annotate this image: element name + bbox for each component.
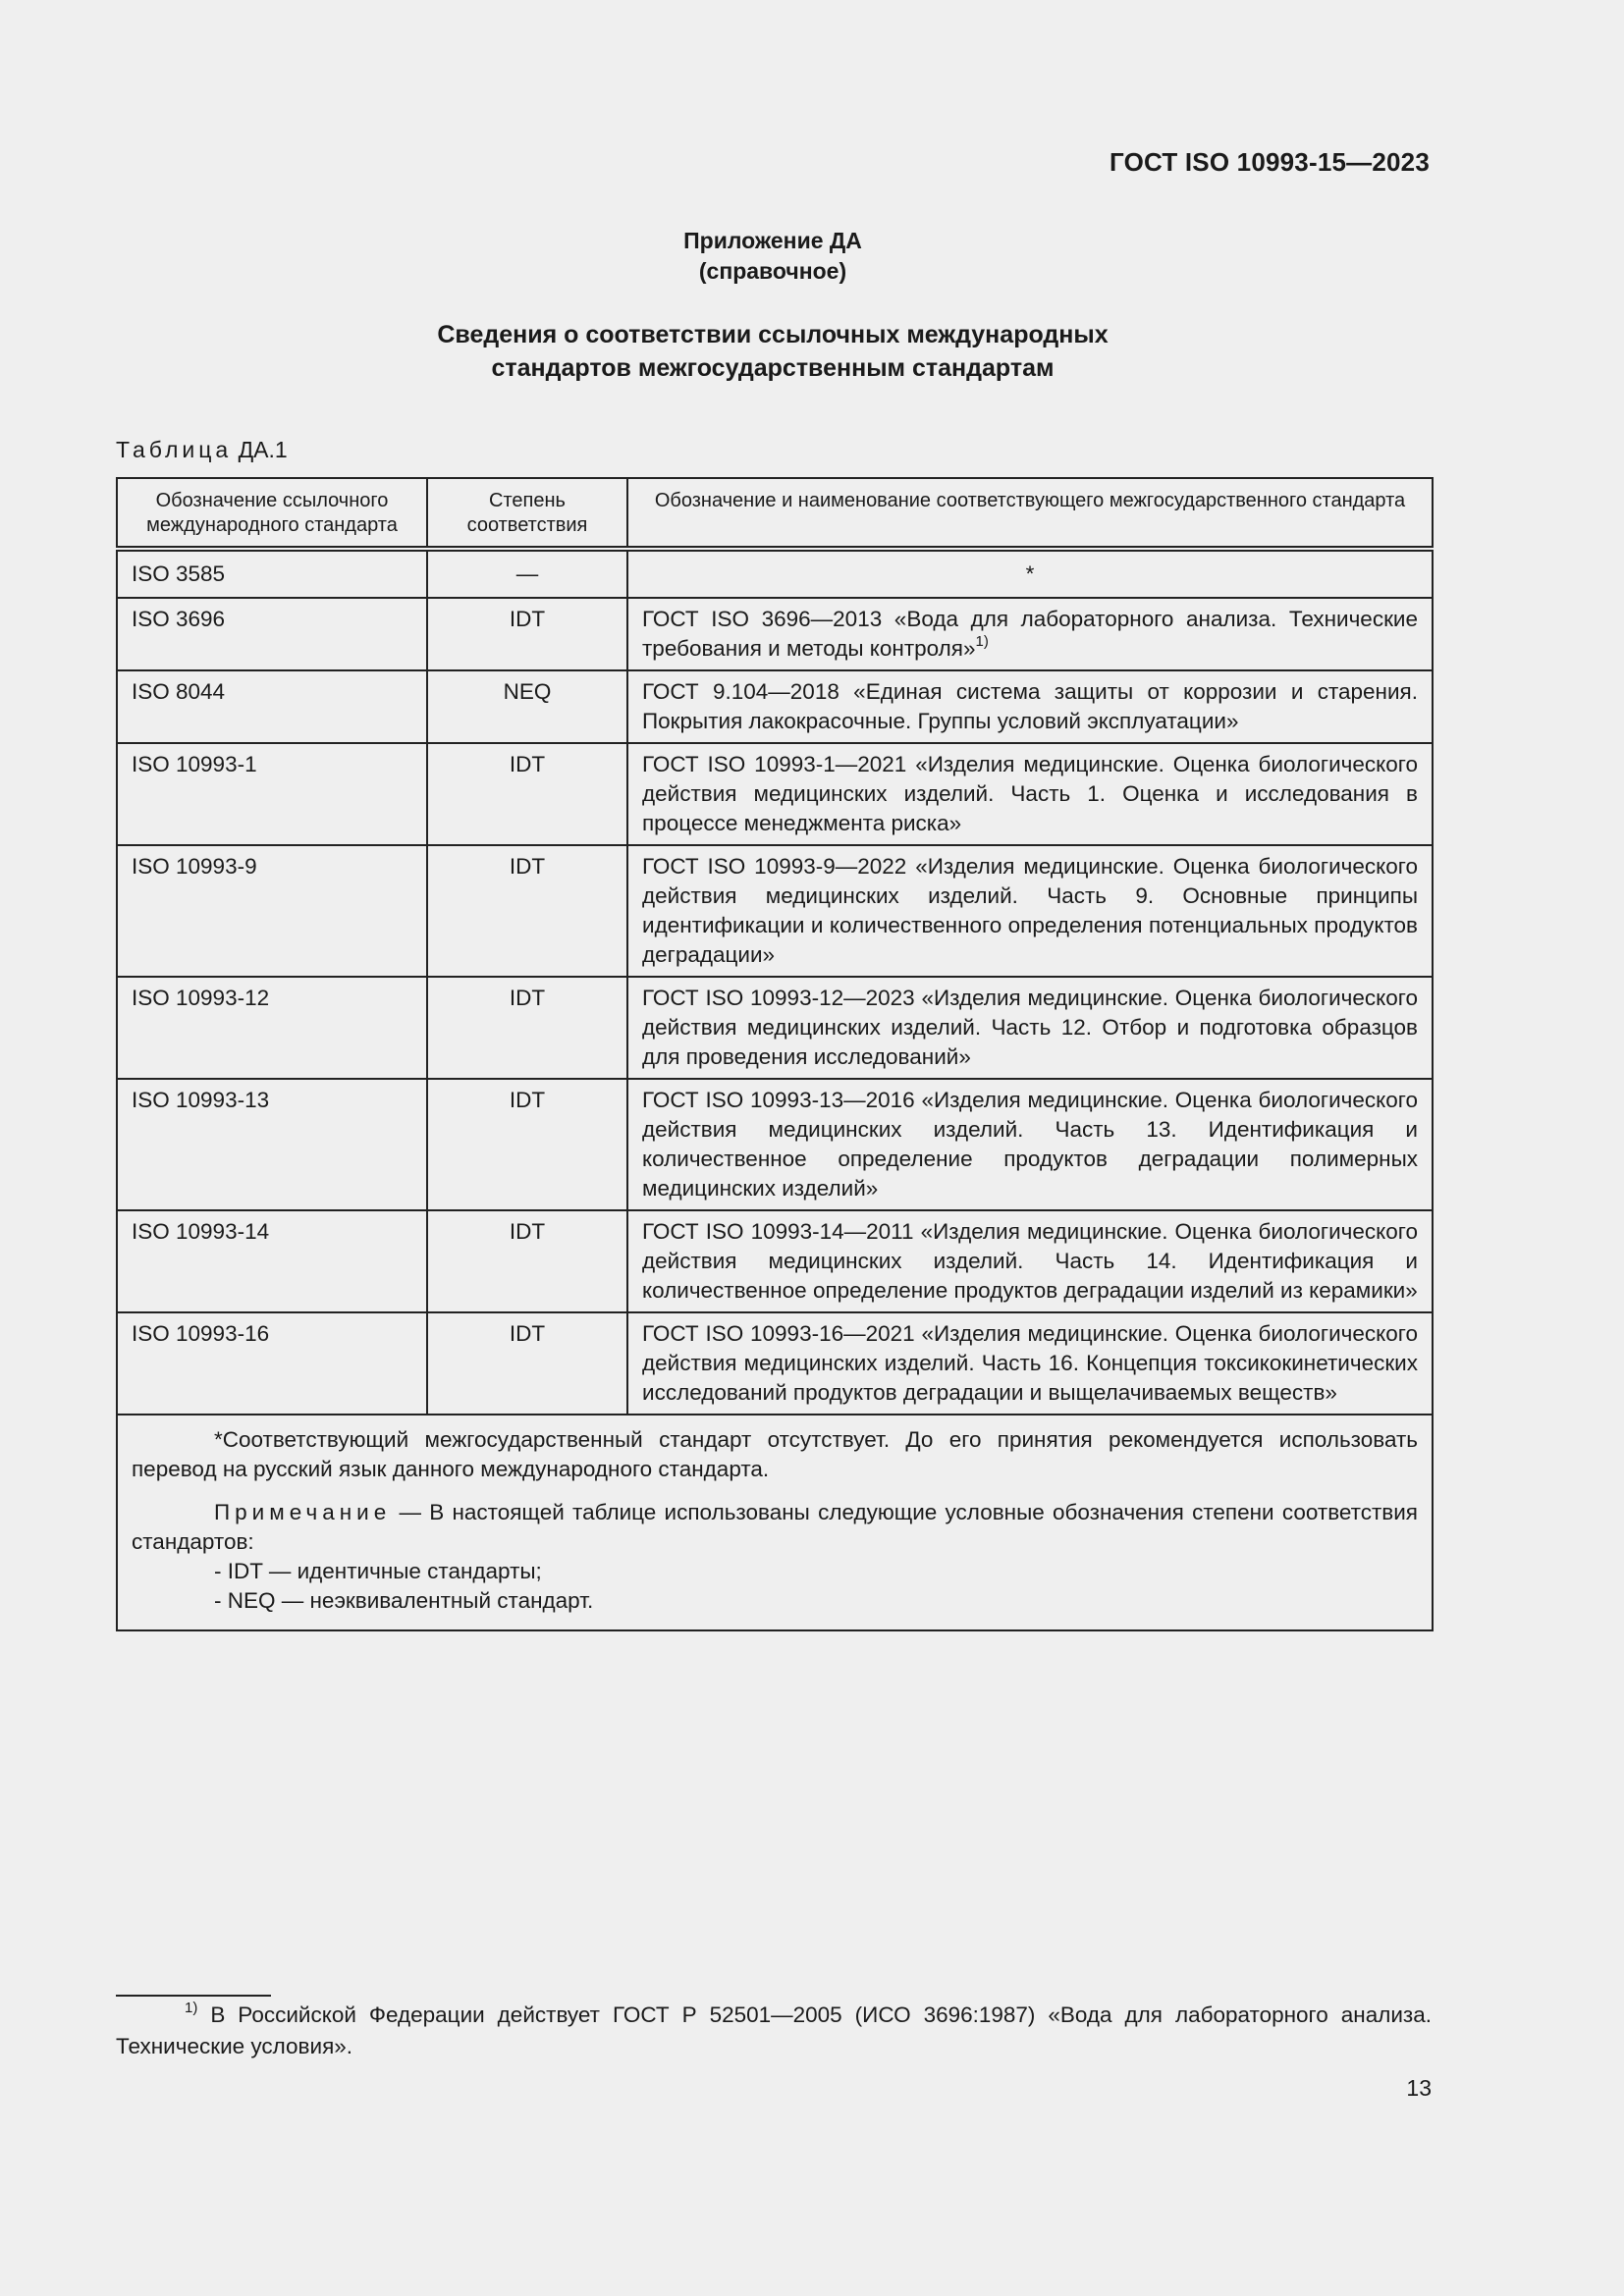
- table-notes-row: [117, 1415, 1433, 1630]
- header-degree: Степень соответствия: [427, 478, 627, 549]
- table-header-row: [117, 478, 1433, 549]
- appendix-title: Приложение ДА: [683, 228, 862, 253]
- table-row: [117, 977, 1433, 1079]
- footnote-ref: 1): [975, 632, 989, 650]
- table-row: [117, 670, 1433, 743]
- cell-name: ГОСТ ISO 10993-1—2021 «Изделия медицинские. Оценка биологического действия медицинских изделий. Часть 1. Оценка и исследования в процессе менеджмента риска»: [627, 743, 1433, 845]
- cell-designation: ISO 3585: [117, 549, 427, 598]
- header-name: Обозначение и наименование соответствующего межгосударственного стандарта: [627, 478, 1433, 549]
- page-title-line-1: Сведения о соответствии ссылочных международных: [437, 321, 1109, 348]
- page-title: [0, 318, 1545, 385]
- cell-designation: ISO 3696: [117, 598, 427, 670]
- table-row: [117, 743, 1433, 845]
- cell-name-text: ГОСТ ISO 3696—2013 «Вода для лабораторного анализа. Технические требования и методы контроля»: [642, 607, 1418, 661]
- appendix-subtitle: (справочное): [698, 258, 847, 284]
- header-designation: Обозначение ссылочного международного стандарта: [117, 478, 427, 549]
- footnote: [116, 2000, 1432, 2062]
- cell-designation: ISO 10993-16: [117, 1312, 427, 1415]
- note-text: — В настоящей таблице использованы следующие условные обозначения степени соответствия стандартов:: [132, 1500, 1418, 1554]
- cell-designation: ISO 8044: [117, 670, 427, 743]
- cell-degree: IDT: [427, 1079, 627, 1210]
- note-item-neq: - NEQ — неэквивалентный стандарт.: [214, 1588, 594, 1613]
- table-caption-number: ДА.1: [238, 437, 288, 462]
- cell-degree: NEQ: [427, 670, 627, 743]
- cell-name: ГОСТ ISO 10993-12—2023 «Изделия медицинские. Оценка биологического действия медицинских изделий. Часть 12. Отбор и подготовка образцов для проведения исследований»: [627, 977, 1433, 1079]
- cell-degree: IDT: [427, 1210, 627, 1312]
- asterisk-note: *Соответствующий межгосударственный стандарт отсутствует. До его принятия рекомендуется использовать перевод на русский язык данного международного стандарта.: [132, 1427, 1418, 1481]
- cell-degree: —: [427, 549, 627, 598]
- table-caption-word: Таблица: [116, 437, 233, 462]
- footnote-text: В Российской Федерации действует ГОСТ Р 52501—2005 (ИСО 3696:1987) «Вода для лабораторного анализа. Технические условия».: [116, 2002, 1432, 2058]
- note-label: Примечание: [214, 1500, 392, 1524]
- cell-designation: ISO 10993-13: [117, 1079, 427, 1210]
- footnote-divider: [116, 1995, 271, 1997]
- note-item-idt: - IDT — идентичные стандарты;: [214, 1559, 542, 1583]
- table-row: [117, 1079, 1433, 1210]
- cell-designation: ISO 10993-14: [117, 1210, 427, 1312]
- table-row: [117, 549, 1433, 598]
- cell-name: ГОСТ ISO 10993-13—2016 «Изделия медицинские. Оценка биологического действия медицинских изделий. Часть 13. Идентификация и количественное определение продуктов деградации полимерных медицинских изделий»: [627, 1079, 1433, 1210]
- document-number: ГОСТ ISO 10993-15—2023: [1110, 147, 1430, 177]
- page-number: 13: [1406, 2075, 1432, 2101]
- cell-designation: ISO 10993-9: [117, 845, 427, 977]
- page-title-line-2: стандартов межгосударственным стандартам: [491, 354, 1055, 382]
- cell-degree: IDT: [427, 977, 627, 1079]
- cell-degree: IDT: [427, 845, 627, 977]
- table-row: [117, 1210, 1433, 1312]
- table-row: [117, 598, 1433, 670]
- cell-degree: IDT: [427, 1312, 627, 1415]
- cell-name: ГОСТ ISO 10993-9—2022 «Изделия медицинские. Оценка биологического действия медицинских изделий. Часть 9. Основные принципы идентификации и количественного определения потенциальных продуктов деградации»: [627, 845, 1433, 977]
- standards-table: [116, 477, 1434, 1631]
- cell-name: ГОСТ 9.104—2018 «Единая система защиты от коррозии и старения. Покрытия лакокрасочные. Группы условий эксплуатации»: [627, 670, 1433, 743]
- appendix-heading: [0, 226, 1545, 287]
- table-row: [117, 845, 1433, 977]
- cell-designation: ISO 10993-1: [117, 743, 427, 845]
- cell-name: ГОСТ ISO 10993-14—2011 «Изделия медицинские. Оценка биологического действия медицинских изделий. Часть 14. Идентификация и количественное определение продуктов деградации изделий из керамики»: [627, 1210, 1433, 1312]
- note-paragraph: [132, 1498, 1418, 1557]
- cell-name: ГОСТ ISO 10993-16—2021 «Изделия медицинские. Оценка биологического действия медицинских изделий. Часть 16. Концепция токсикокинетических исследований продуктов деградации и выщелачиваемых веществ»: [627, 1312, 1433, 1415]
- table-caption: [116, 437, 288, 463]
- cell-name: *: [627, 549, 1433, 598]
- cell-degree: IDT: [427, 743, 627, 845]
- cell-designation: ISO 10993-12: [117, 977, 427, 1079]
- footnote-marker: 1): [185, 1999, 198, 2016]
- cell-name: [627, 598, 1433, 670]
- table-notes: [117, 1415, 1433, 1630]
- table-row: [117, 1312, 1433, 1415]
- cell-degree: IDT: [427, 598, 627, 670]
